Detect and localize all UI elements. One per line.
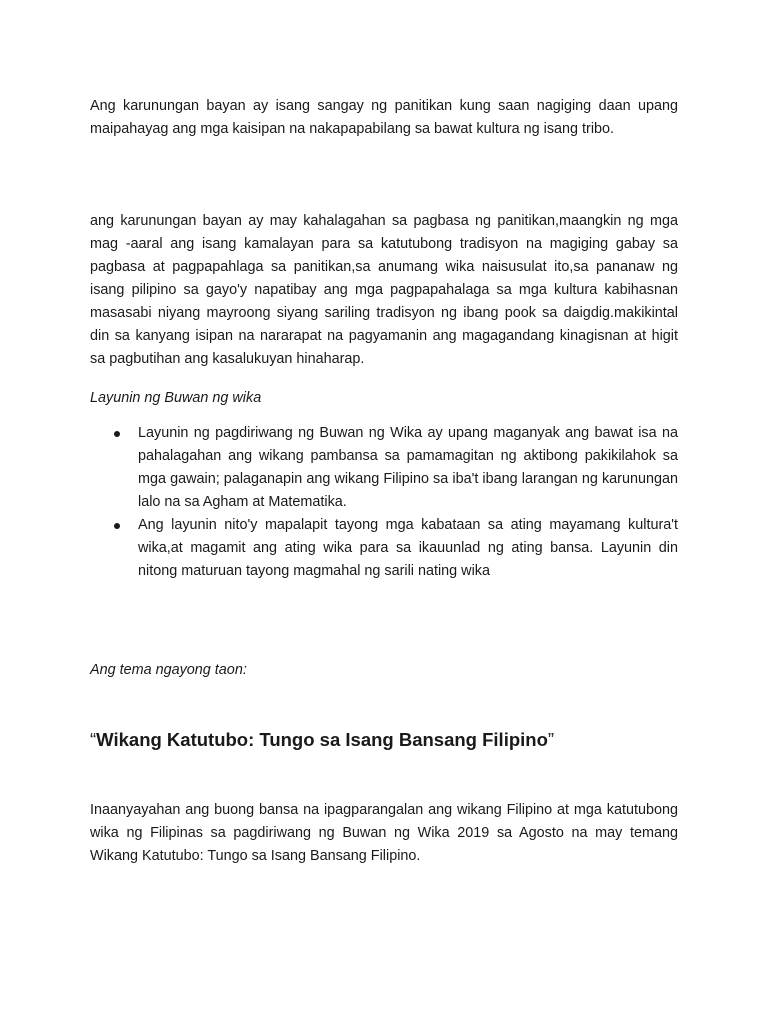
close-quote: ” — [547, 729, 555, 750]
importance-paragraph: ang karunungan bayan ay may kahalagahan sa pagbasa ng panitikan,maangkin ng mga mag -aaral ang isang kamalayan para sa katutubong tradisyon na magiging gabay sa pagbasa at pagpapahlaga sa panitikan,sa anumang wika naisusulat ito,sa pananaw ng isang pilipino sa gayo'y napatibay ang mga pagpapahalaga sa mga kultura kabihasnan masasabi niyang mayroong siyang sariling tradisyon ng ibang pook sa daigdig.makikintal din sa kanyang isipan na nararapat na pagyamanin ang magagandang kinagisnan at higit sa pagbutihan ang kasalukuyan hinaharap. — [90, 213, 678, 367]
layunin-heading: Layunin ng Buwan ng wika — [90, 390, 262, 406]
list-item — [90, 422, 678, 514]
theme-title — [90, 726, 678, 754]
intro-paragraph: Ang karunungan bayan ay isang sangay ng panitikan kung saan nagiging daan upang maipahayag ang mga kaisipan na nakapapabilang sa bawat kultura ng isang tribo. — [90, 98, 678, 137]
bullet-icon — [114, 523, 120, 529]
list-item — [90, 514, 678, 583]
bullet-text: Layunin ng pagdiriwang ng Buwan ng Wika ay upang maganyak ang bawat isa na pahalagahan ang wikang pambansa sa pamamagitan ng aktibong pakikilahok sa mga gawain; palaganapin ang wikang Filipino sa iba't ibang larangan ng karunungan lalo na sa Agham at Matematika. — [138, 425, 678, 510]
theme-title-text: Wikang Katutubo: Tungo sa Isang Bansang Filipino — [96, 729, 548, 750]
tema-heading: Ang tema ngayong taon: — [90, 662, 247, 678]
layunin-list — [90, 422, 678, 583]
open-quote: “ — [90, 729, 97, 750]
bullet-text: Ang layunin nito'y mapalapit tayong mga kabataan sa ating mayamang kultura't wika,at magamit ang ating wika para sa ikauunlad ng ating bansa. Layunin din nitong maturuan tayong magmahal ng sarili nating wika — [138, 517, 678, 579]
invitation-paragraph: Inaanyayahan ang buong bansa na ipagparangalan ang wikang Filipino at mga katutubong wika ng Filipinas sa pagdiriwang ng Buwan ng Wika 2019 sa Agosto na may temang Wikang Katutubo: Tungo sa Isang Bansang Filipino. — [90, 802, 678, 864]
bullet-icon — [114, 431, 120, 437]
